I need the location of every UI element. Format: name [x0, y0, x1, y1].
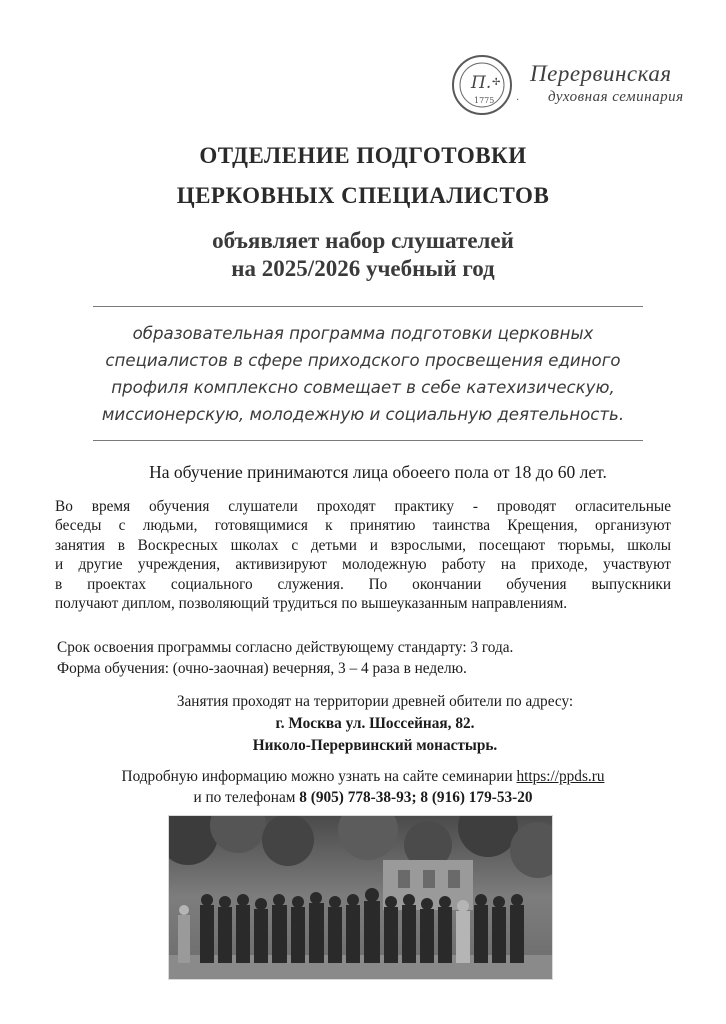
seminary-logo [452, 55, 702, 120]
practice-line: в проектах социального служения. По окончании обучения выпускники [55, 575, 671, 593]
logo-bullet: · [516, 95, 520, 106]
program-line: профиля комплексно совмещает в себе катехизическую, [111, 378, 615, 397]
announcement-line-1: объявляет набор слушателей [212, 228, 514, 253]
divider-bottom [93, 440, 643, 441]
phone-numbers: 8 (905) 778-38-93; 8 (916) 179-53-20 [299, 789, 533, 806]
program-line: миссионерскую, молодежную и социальную деятельность. [101, 405, 625, 424]
phone-prefix: и по телефонам [193, 789, 296, 806]
practice-description [55, 497, 671, 613]
age-requirement: На обучение принимаются лица обоеего пола от 18 до 60 лет. [149, 462, 607, 482]
page-title-line-1: ОТДЕЛЕНИЕ ПОДГОТОВКИ [199, 143, 527, 168]
program-line: специалистов в сфере приходского просвещения единого [105, 351, 621, 370]
program-description [60, 320, 666, 428]
website-info [40, 768, 686, 786]
address: г. Москва ул. Шоссейная, 82. [275, 715, 475, 732]
monastery-name: Николо-Перервинский монастырь. [252, 737, 498, 754]
program-duration: Срок освоения программы согласно действующему стандарту: 3 года. [57, 639, 514, 656]
page-title-line-2: ЦЕРКОВНЫХ СПЕЦИАЛИСТОВ [176, 183, 550, 208]
practice-line: Во время обучения слушатели проходят практику - проводят огласительные [55, 498, 671, 515]
divider-top [93, 306, 643, 307]
practice-line: получают диплом, позволяющий трудиться по вышеуказанным направлениям. [55, 595, 568, 613]
phone-info [40, 789, 686, 807]
practice-line: и другие учреждения, активизируют молодежную работу на приходе, участвуют [55, 556, 671, 574]
website-link[interactable]: https://ppds.ru [516, 768, 605, 785]
group-photo [168, 815, 553, 980]
logo-subtitle: духовная семинария [548, 89, 684, 105]
seal-letters: П. [471, 73, 492, 93]
practice-line: беседы с людьми, готовящимися к принятию таинства Крещения, организуют [55, 517, 671, 535]
website-text: Подробную информацию можно узнать на сайте семинарии [121, 768, 513, 785]
seal-icon [452, 55, 512, 115]
announcement-line-2: на 2025/2026 учебный год [231, 256, 495, 281]
location-intro: Занятия проходят на территории древней обители по адресу: [176, 693, 574, 710]
practice-line: занятия в Воскресных школах с детьми и взрослыми, посещают тюрьмы, школы [55, 536, 671, 554]
seal-year: 1775 [474, 96, 495, 105]
svg-text:✢: ✢ [492, 77, 501, 88]
study-form: Форма обучения: (очно-заочная) вечерняя, 3 – 4 раза в неделю. [57, 660, 467, 677]
program-line: образовательная программа подготовки церковных [132, 324, 594, 343]
logo-name: Перервинская [530, 61, 672, 86]
